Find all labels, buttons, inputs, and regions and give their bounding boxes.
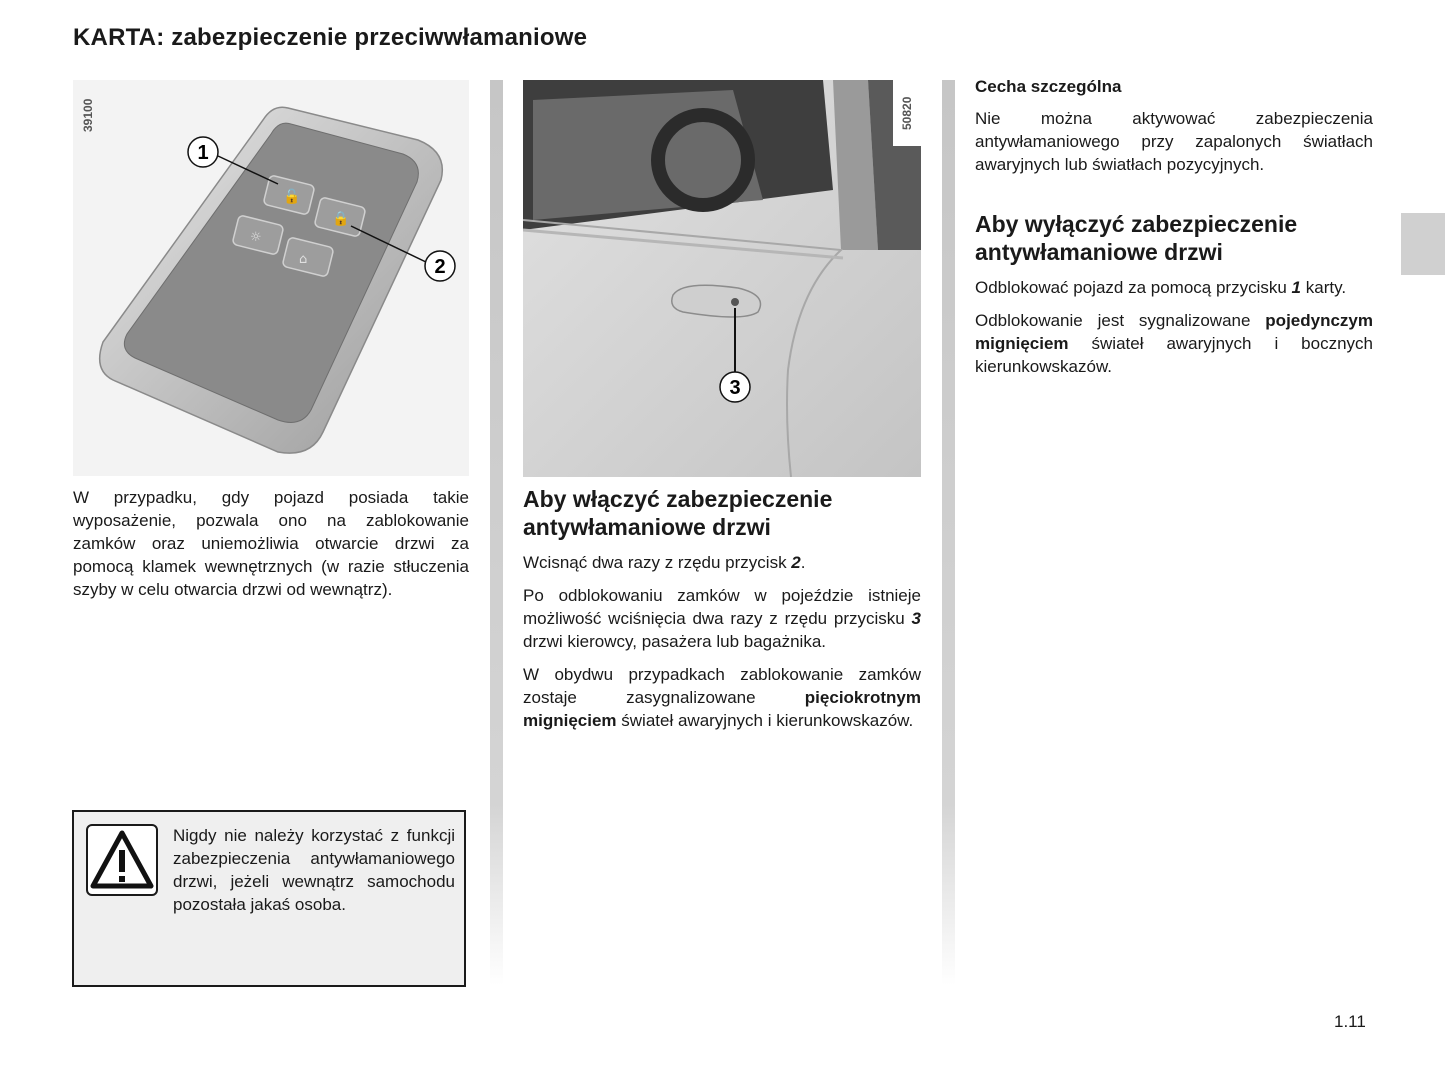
enable-heading: Aby włączyć zabezpieczenie antywłamaniowe drzwi	[523, 486, 833, 540]
disable-signal: Odblokowanie jest sygnalizowane pojedynczym mignięciem świateł awaryjnych i bocznych kierunkowskazów.	[975, 311, 1373, 376]
page-title: KARTA: zabezpieczenie przeciwwłamaniowe	[73, 24, 588, 51]
key-card-illustration	[73, 80, 469, 476]
feature-heading: Cecha szczególna	[975, 77, 1122, 96]
left-column	[73, 486, 469, 601]
column-divider	[490, 80, 503, 985]
car-door-illustration	[523, 80, 921, 477]
callout-2-label: 2	[434, 256, 446, 278]
callout-1-label: 1	[197, 142, 209, 164]
figure-code: 50820	[900, 96, 914, 130]
door-handle	[672, 285, 761, 317]
callout-3-label: 3	[729, 377, 741, 399]
column-divider	[942, 80, 955, 985]
warning-box	[72, 810, 466, 987]
warning-text: Nigdy nie należy korzystać z funkcji zabezpieczenia antywłamaniowego drzwi, jeżeli wewnątrz samochodu pozostała jakaś osoba.	[173, 826, 455, 914]
card-figure	[73, 80, 469, 476]
feature-text: Nie można aktywować zabezpieczenia antywłamaniowego przy zapalonych światłach awaryjnych lub światłach pozycyjnych.	[975, 109, 1373, 174]
svg-text:🔓: 🔓	[283, 189, 301, 205]
disable-heading: Aby wyłączyć zabezpieczenie antywłamaniowe drzwi	[975, 211, 1298, 265]
disable-step-1: Odblokować pojazd za pomocą przycisku 1 karty.	[975, 278, 1347, 297]
figure-code: 39100	[81, 98, 95, 132]
svg-text:⌂: ⌂	[299, 252, 308, 267]
middle-column	[523, 485, 921, 732]
enable-signal: W obydwu przypadkach zablokowanie zamków zostaje zasygnalizowane pięciokrotnym mignięciem świateł awaryjnych i kierunkowskazów.	[523, 665, 921, 730]
section-tab	[1401, 213, 1445, 275]
enable-step-2: Po odblokowaniu zamków w pojeździe istnieje możliwość wciśnięcia dwa razy z rzędu przycisku 3 drzwi kierowcy, pasażera lub bagażnika.	[523, 586, 921, 651]
door-figure	[523, 80, 921, 477]
right-column	[975, 77, 1373, 378]
page-number: 1.11	[1334, 1012, 1366, 1031]
enable-step-1: Wcisnąć dwa razy z rzędu przycisk 2.	[523, 553, 806, 572]
svg-text:☼: ☼	[250, 230, 262, 245]
svg-text:🔒: 🔒	[332, 211, 350, 227]
intro-paragraph: W przypadku, gdy pojazd posiada takie wyposażenie, pozwala ono na zablokowanie zamków oraz uniemożliwia otwarcie drzwi za pomocą klamek wewnętrznych (w razie stłuczenia szyby w celu otwarcia drzwi od wewnątrz).	[73, 488, 469, 599]
